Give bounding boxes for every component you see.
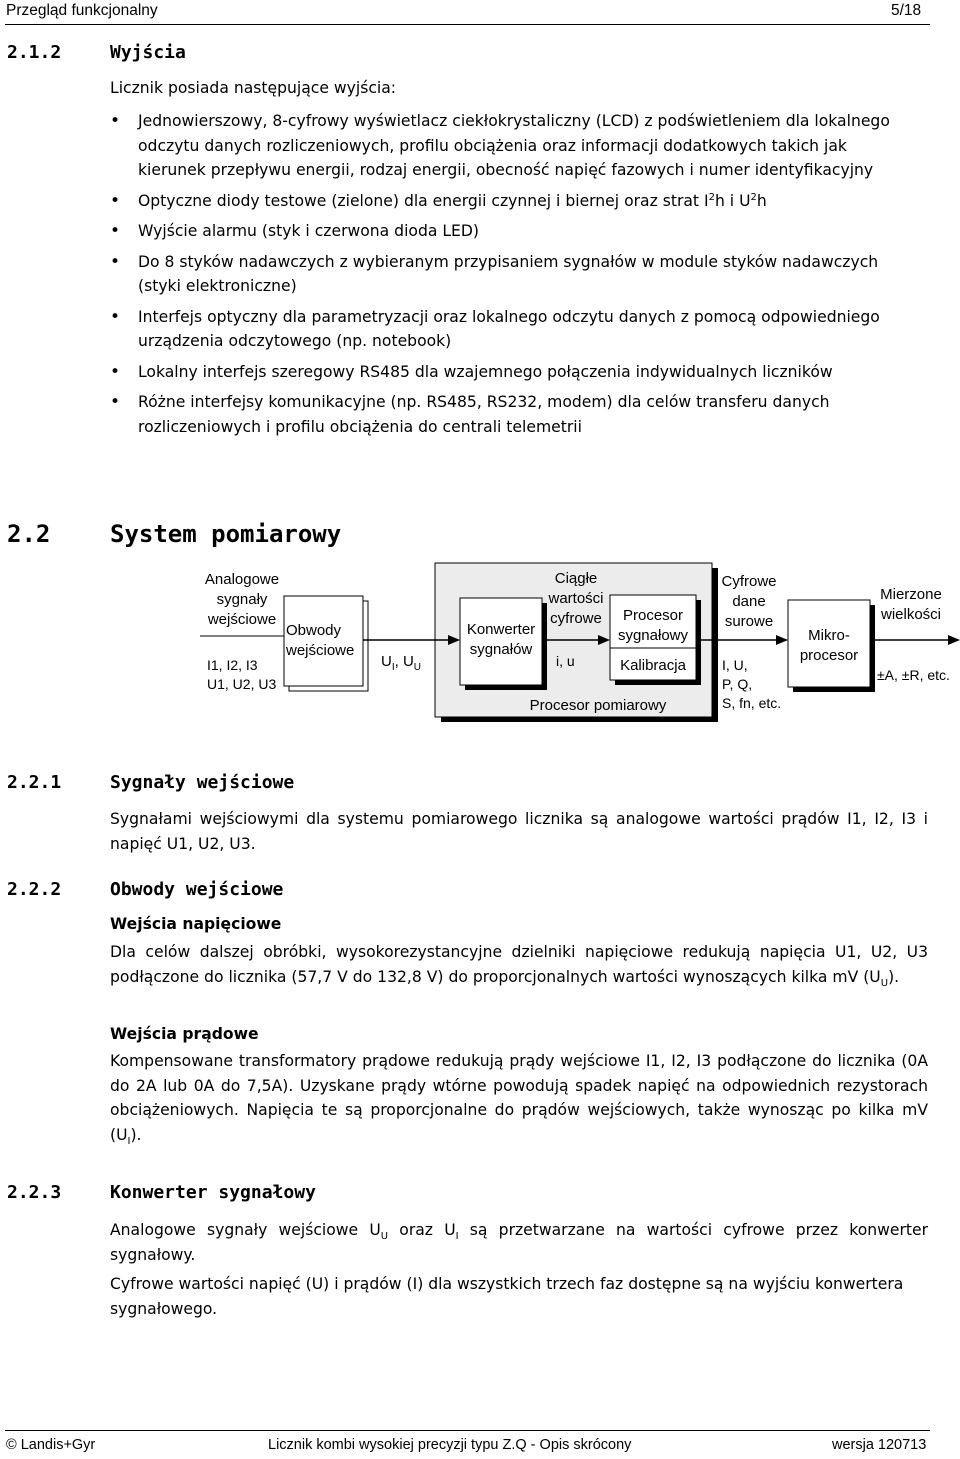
paragraph: Dla celów dalszej obróbki, wysokorezystancyjne dzielniki napięciowe redukują napięcia U1, U2, U3 podłączone do licznika (57,7 V do 132,8 V) do proporcjonalnych wartości wynoszących kilka mV $(U_U)$. <box>110 943 928 989</box>
section-title: Wyjścia <box>110 42 186 63</box>
section-title: System pomiarowy <box>110 520 342 548</box>
section-number: 2.2.1 <box>7 772 62 793</box>
footer-copyright: © Landis+Gyr <box>6 1437 96 1453</box>
mikroprocesor-label: Mikro- procesor <box>799 627 859 664</box>
subheading: Wejścia prądowe <box>110 1025 259 1043</box>
kalibracja-label: Kalibracja <box>620 657 686 674</box>
arrow-head <box>776 635 788 645</box>
raw-digital-label: Cyfrowe dane surowe <box>721 573 777 630</box>
footer-rule <box>5 1430 930 1431</box>
section-title: Obwody wejściowe <box>110 879 284 900</box>
outputs-list <box>110 109 905 445</box>
list-item: • Różne interfejsy komunikacyjne (np. RS485, RS232, modem) dla celów transferu danych rozliczeniowych i profilu obciążenia do centrali telemetrii <box>110 390 905 439</box>
footer-version: wersja 120713 <box>832 1437 927 1453</box>
paragraph: Sygnałami wejściowymi dla systemu pomiarowego licznika są analogowe wartości prądów I1, I2, I3 i napięć U1, U2, U3. <box>110 810 928 853</box>
list-item: • Optyczne diody testowe (zielone) dla energii czynnej i biernej oraz strat $I^2h$ i $U^2h$ <box>110 189 905 214</box>
intro-text: Licznik posiada następujące wyjścia: <box>110 79 397 97</box>
raw-values-label: I, U, P, Q, S, fn, etc. <box>722 657 782 711</box>
analog-signals-label: Analogowe sygnały wejściowe <box>204 571 280 628</box>
arrow-head <box>948 635 960 645</box>
section-number: 2.2.3 <box>7 1182 62 1203</box>
output-values-label: ±A, ±R, etc. <box>877 667 950 683</box>
list-item: • Lokalny interfejs szeregowy RS485 dla wzajemnego połączenia indywidualnych liczników <box>110 360 905 385</box>
list-item: • Interfejs optyczny dla parametryzacji oraz lokalnego odczytu danych z pomocą odpowiedniego urządzenia odczytowego (np. notebook) <box>110 305 905 354</box>
header-rule <box>5 24 930 25</box>
ui-uu-label: $U_I$, $U_U$ <box>381 653 422 673</box>
page-number: 5/18 <box>891 2 922 19</box>
section-number: 2.1.2 <box>7 42 62 63</box>
list-item: • Do 8 styków nadawczych z wybieranym przypisaniem sygnałów w module styków nadawczych (styki elektroniczne) <box>110 250 905 299</box>
obwody-label: Obwody wejściowe <box>286 622 355 659</box>
input-values-label: I1, I2, I3 U1, U2, U3 <box>207 657 277 692</box>
continuous-digital-label: Ciągłe wartości cyfrowe <box>548 570 604 627</box>
section-title: Konwerter sygnałowy <box>110 1182 316 1203</box>
section-number: 2.2.2 <box>7 879 62 900</box>
measurement-system-diagram <box>0 560 960 730</box>
paragraph: Analogowe sygnały wejściowe $U_U$ oraz $U_I$ są przetwarzane na wartości cyfrowe przez konwerter sygnałowy. <box>110 1221 928 1264</box>
measured-values-label: Mierzone wielkości <box>880 586 942 623</box>
procesor-pomiarowy-label: Procesor pomiarowy <box>529 697 667 714</box>
section-number: 2.2 <box>7 520 51 548</box>
subheading: Wejścia napięciowe <box>110 915 282 933</box>
section-title: Sygnały wejściowe <box>110 772 295 793</box>
footer-doc-title: Licznik kombi wysokiej precyzji typu Z.Q - Opis skrócony <box>268 1437 632 1453</box>
paragraph: Cyfrowe wartości napięć (U) i prądów (I) dla wszystkich trzech faz dostępne są na wyjściu konwertera sygnałowego. <box>110 1275 904 1318</box>
konwerter-label: Konwerter sygnałów <box>466 621 536 658</box>
paragraph: Kompensowane transformatory prądowe redukują prądy wejściowe I1, I2, I3 podłączone do licznika (0A do 2A lub 0A do 7,5A). Uzyskane prądy wtórne powodują spadek napięć na odpowiednich rezystorach obciążeniowych. Napięcia te są proporcjonalne do prądów wejściowych, także wynosząc po kilka mV $(U_I)$. <box>110 1052 928 1147</box>
list-item: • Wyjście alarmu (styk i czerwona dioda LED) <box>110 219 905 244</box>
list-item: • Jednowierszowy, 8-cyfrowy wyświetlacz ciekłokrystaliczny (LCD) z podświetleniem dla lokalnego odczytu danych rozliczeniowych, profilu obciążenia oraz informacji dodatkowych takich jak kierunek przepływu energii, rodzaj energii, obecność napięć fazowych i numer identyfikacyjny <box>110 109 905 183</box>
header-title: Przegląd funkcjonalny <box>6 2 158 19</box>
procesor-sygnalowy-label: Procesor sygnałowy <box>617 607 689 644</box>
iu-label: i, u <box>556 653 575 669</box>
